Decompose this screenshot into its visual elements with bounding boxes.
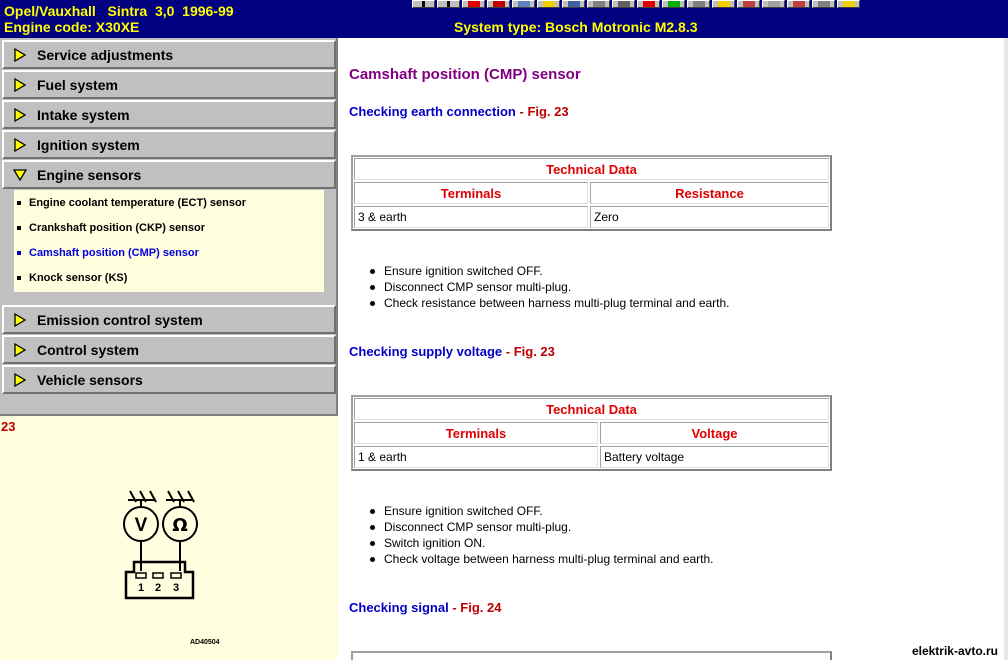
table-cell: Battery voltage	[600, 446, 829, 468]
column-header: Voltage	[600, 422, 829, 444]
meter-ohm-label: Ω	[172, 515, 188, 536]
sidebar-item-cmp-sensor[interactable]: Camshaft position (CMP) sensor	[14, 242, 324, 264]
table-cell: 3 & earth	[354, 206, 588, 228]
pencil-icon[interactable]	[512, 0, 535, 8]
info-icon[interactable]	[812, 0, 835, 8]
chevron-right-icon	[13, 138, 27, 152]
table-cell: 1 & earth	[354, 446, 598, 468]
list-item: Check voltage between harness multi-plug terminal and earth.	[384, 551, 714, 567]
page-title: Camshaft position (CMP) sensor	[349, 66, 581, 83]
wrench-icon[interactable]	[612, 0, 635, 8]
section-heading-signal: Checking signal - Fig. 24	[349, 600, 502, 615]
sidebar-section-control-system[interactable]: Control system	[2, 335, 336, 364]
sidebar-section-fuel-system[interactable]: Fuel system	[2, 70, 336, 99]
sidebar-section-service-adjustments[interactable]: Service adjustments	[2, 40, 336, 69]
scrollbar[interactable]	[1004, 38, 1008, 660]
content-pane	[338, 38, 1008, 660]
pin-2-label: 2	[154, 582, 162, 594]
stop-icon[interactable]	[487, 0, 510, 8]
section-heading-earth: Checking earth connection - Fig. 23	[349, 104, 569, 119]
sidebar-item-ckp-sensor[interactable]: Crankshaft position (CKP) sensor	[14, 217, 324, 239]
battery-icon[interactable]	[662, 0, 685, 8]
column-header: Terminals	[354, 182, 588, 204]
nav-up-icon[interactable]	[437, 0, 460, 8]
figure-pane	[0, 414, 338, 660]
wiring-diagram	[0, 416, 338, 656]
chevron-right-icon	[13, 313, 27, 327]
chevron-right-icon	[13, 373, 27, 387]
help-icon[interactable]	[787, 0, 810, 8]
tool-icon[interactable]	[687, 0, 710, 8]
print-icon[interactable]	[587, 0, 610, 8]
system-type: System type: Bosch Motronic M2.8.3	[454, 19, 698, 35]
column-header: Resistance	[590, 182, 829, 204]
sidebar-section-emission-control[interactable]: Emission control system	[2, 305, 336, 334]
vehicle-title: Opel/Vauxhall Sintra 3,0 1996-99	[4, 3, 234, 19]
list-item: Disconnect CMP sensor multi-plug.	[384, 519, 714, 535]
nav-left-icon[interactable]	[412, 0, 435, 8]
sidebar-section-ignition-system[interactable]: Ignition system	[2, 130, 336, 159]
fig-link[interactable]: Fig. 23	[513, 344, 555, 359]
technical-data-table	[351, 651, 832, 660]
bulb-icon[interactable]	[537, 0, 560, 8]
figure-number: 23	[1, 419, 16, 434]
sidebar-section-engine-sensors[interactable]: Engine sensors	[2, 160, 336, 189]
chevron-right-icon	[13, 108, 27, 122]
chevron-right-icon	[13, 48, 27, 62]
engine-code: Engine code: X30XE	[4, 19, 140, 35]
steps-list	[384, 503, 714, 567]
fig-link[interactable]: Fig. 23	[527, 104, 569, 119]
sidebar	[0, 38, 338, 660]
column-header: Terminals	[354, 422, 598, 444]
sidebar-section-vehicle-sensors[interactable]: Vehicle sensors	[2, 365, 336, 394]
section-heading-supply: Checking supply voltage - Fig. 23	[349, 344, 555, 359]
sidebar-section-intake-system[interactable]: Intake system	[2, 100, 336, 129]
chevron-down-icon	[13, 168, 27, 182]
technical-data-table	[351, 155, 832, 231]
list-item: Ensure ignition switched OFF.	[384, 263, 730, 279]
figure-caption: AD40504	[190, 639, 220, 646]
table-caption: Technical Data	[354, 398, 829, 420]
list-item: Ensure ignition switched OFF.	[384, 503, 714, 519]
sidebar-item-ect-sensor[interactable]: Engine coolant temperature (ECT) sensor	[14, 192, 324, 214]
toolbar	[412, 0, 860, 8]
technical-data-table	[351, 395, 832, 471]
steps-list	[384, 263, 730, 311]
list-item: Check resistance between harness multi-plug terminal and earth.	[384, 295, 730, 311]
list-item: Switch ignition ON.	[384, 535, 714, 551]
meter-v-label: V	[134, 515, 148, 536]
lamp-icon[interactable]	[712, 0, 735, 8]
pin-1-label: 1	[137, 582, 145, 594]
chevron-right-icon	[13, 78, 27, 92]
table-caption: Technical Data	[354, 158, 829, 180]
disk-icon[interactable]	[562, 0, 585, 8]
warning-icon[interactable]	[462, 0, 485, 8]
sidebar-item-knock-sensor[interactable]: Knock sensor (KS)	[14, 267, 324, 289]
fig-link[interactable]: Fig. 24	[460, 600, 502, 615]
list-item: Disconnect CMP sensor multi-plug.	[384, 279, 730, 295]
table-cell: Zero	[590, 206, 829, 228]
title-bar	[0, 0, 1008, 38]
monitor-icon[interactable]	[837, 0, 860, 8]
gauge-icon[interactable]	[637, 0, 660, 8]
watermark: elektrik-avto.ru	[911, 644, 998, 658]
engine-sensors-submenu	[14, 190, 324, 292]
pin-3-label: 3	[172, 582, 180, 594]
chevron-right-icon	[13, 343, 27, 357]
folder-icon[interactable]	[737, 0, 760, 8]
key-icon[interactable]	[762, 0, 785, 8]
